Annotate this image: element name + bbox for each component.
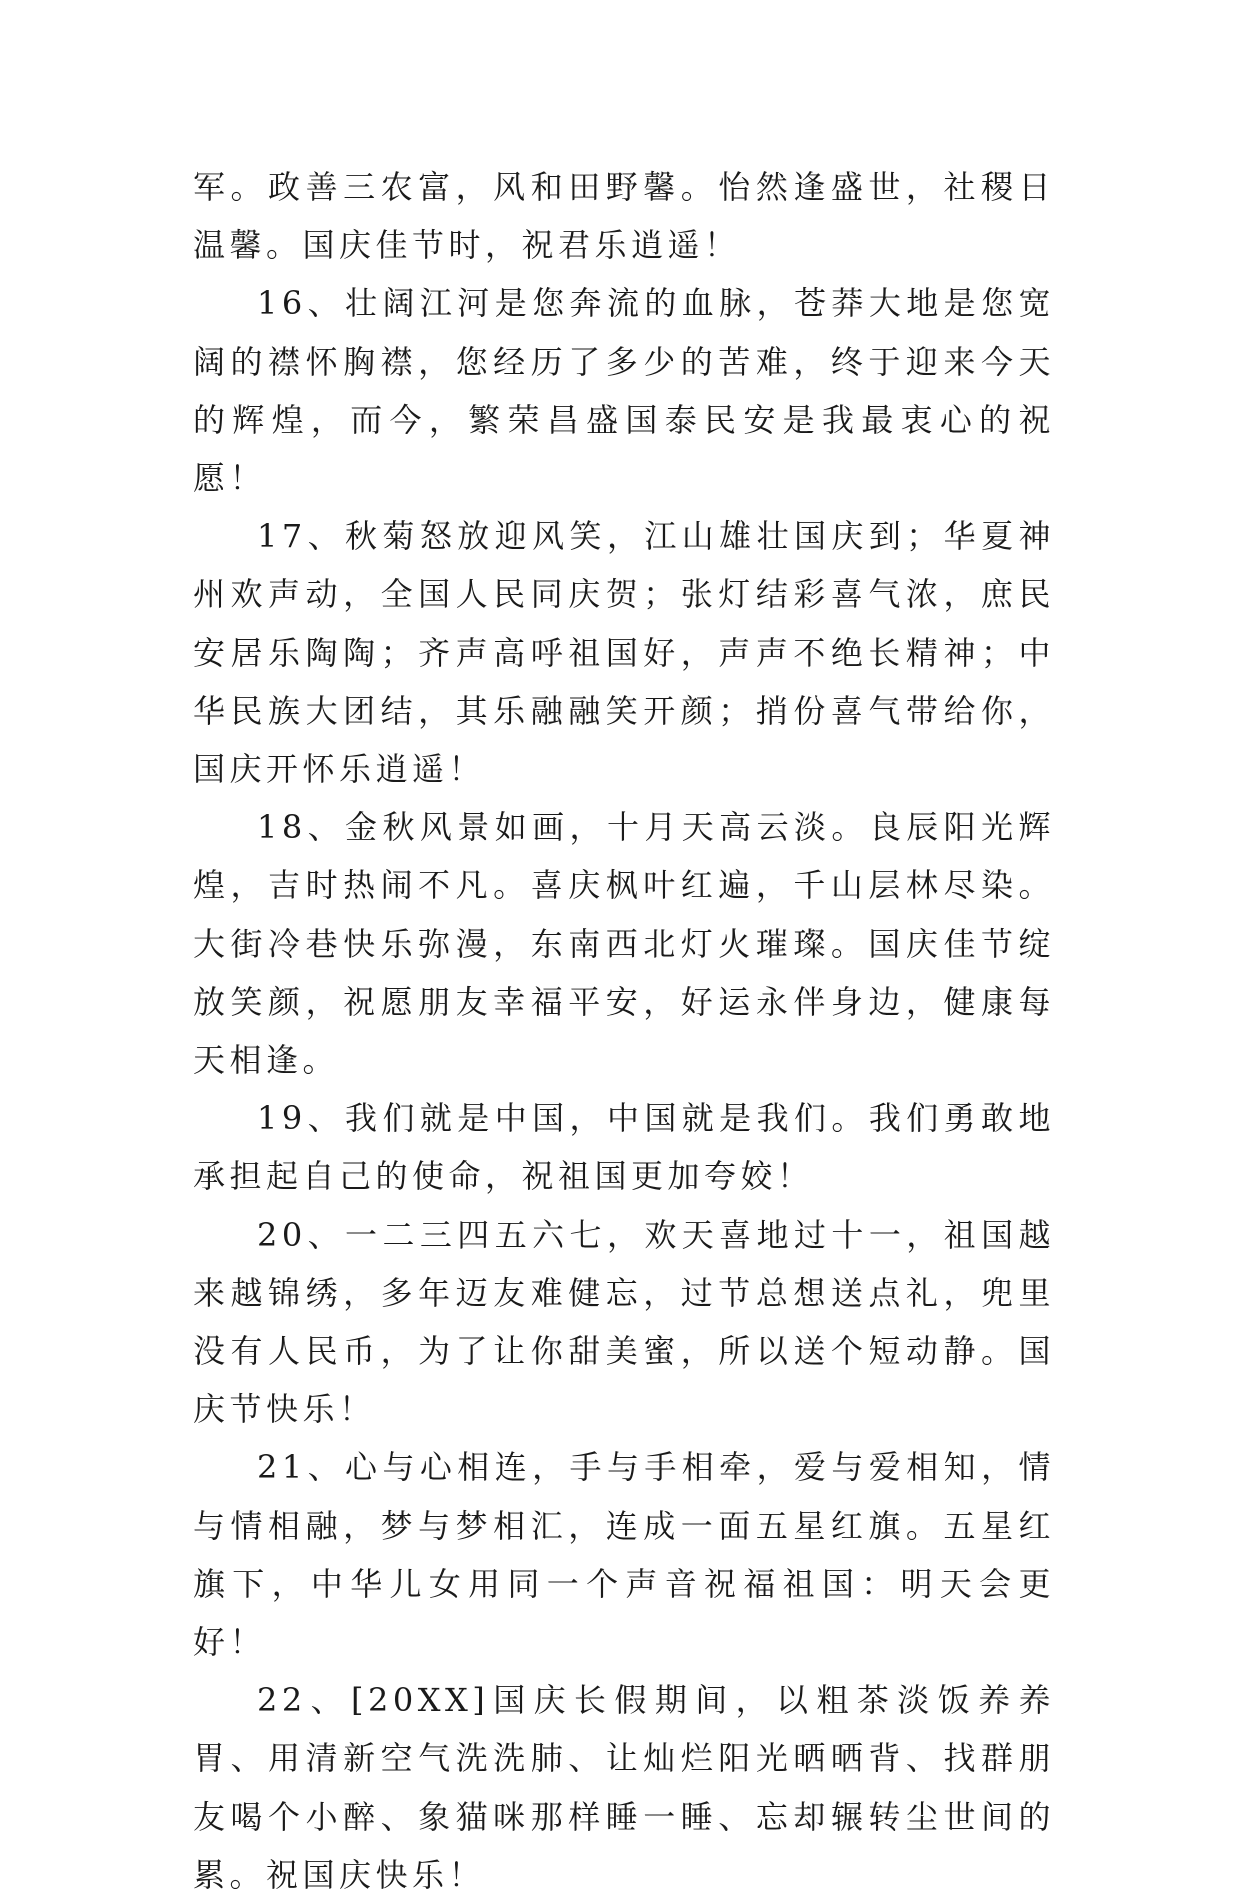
- paragraph-16: 16、壮阔江河是您奔流的血脉，苍莽大地是您宽阔的襟怀胸襟，您经历了多少的苦难，终于迎来今天的辉煌，而今，繁荣昌盛国泰民安是我最衷心的祝愿！: [193, 284, 1055, 498]
- paragraph-18: 18、金秋风景如画，十月天高云淡。良辰阳光辉煌，吉时热闹不凡。喜庆枫叶红遍，千山层林尽染。大街冷巷快乐弥漫，东南西北灯火璀璨。国庆佳节绽放笑颜，祝愿朋友幸福平安，好运永伴身边，健康每天相逢。: [193, 808, 1055, 1080]
- paragraph-21: 21、心与心相连，手与手相牵，爱与爱相知，情与情相融，梦与梦相汇，连成一面五星红旗。五星红旗下，中华儿女用同一个声音祝福祖国：明天会更好！: [193, 1448, 1055, 1662]
- paragraph-20: 20、一二三四五六七，欢天喜地过十一，祖国越来越锦绣，多年迈友难健忘，过节总想送点礼，兜里没有人民币，为了让你甜美蜜，所以送个短动静。国庆节快乐！: [193, 1215, 1055, 1429]
- document-body: [193, 158, 1055, 1904]
- paragraph-continuation: 军。政善三农富，风和田野馨。怡然逢盛世，社稷日温馨。国庆佳节时，祝君乐逍遥！: [193, 168, 1055, 265]
- paragraph-17: 17、秋菊怒放迎风笑，江山雄壮国庆到；华夏神州欢声动，全国人民同庆贺；张灯结彩喜气浓，庶民安居乐陶陶；齐声高呼祖国好，声声不绝长精神；中华民族大团结，其乐融融笑开颜；捎份喜气带给你，国庆开怀乐逍遥！: [193, 517, 1055, 789]
- paragraph-19: 19、我们就是中国，中国就是我们。我们勇敢地承担起自己的使命，祝祖国更加夸姣！: [193, 1099, 1055, 1196]
- paragraph-22: 22、[20XX]国庆长假期间，以粗茶淡饭养养胃、用清新空气洗洗肺、让灿烂阳光晒晒背、找群朋友喝个小醉、象猫咪那样睡一睡、忘却辗转尘世间的累。祝国庆快乐！: [193, 1681, 1055, 1894]
